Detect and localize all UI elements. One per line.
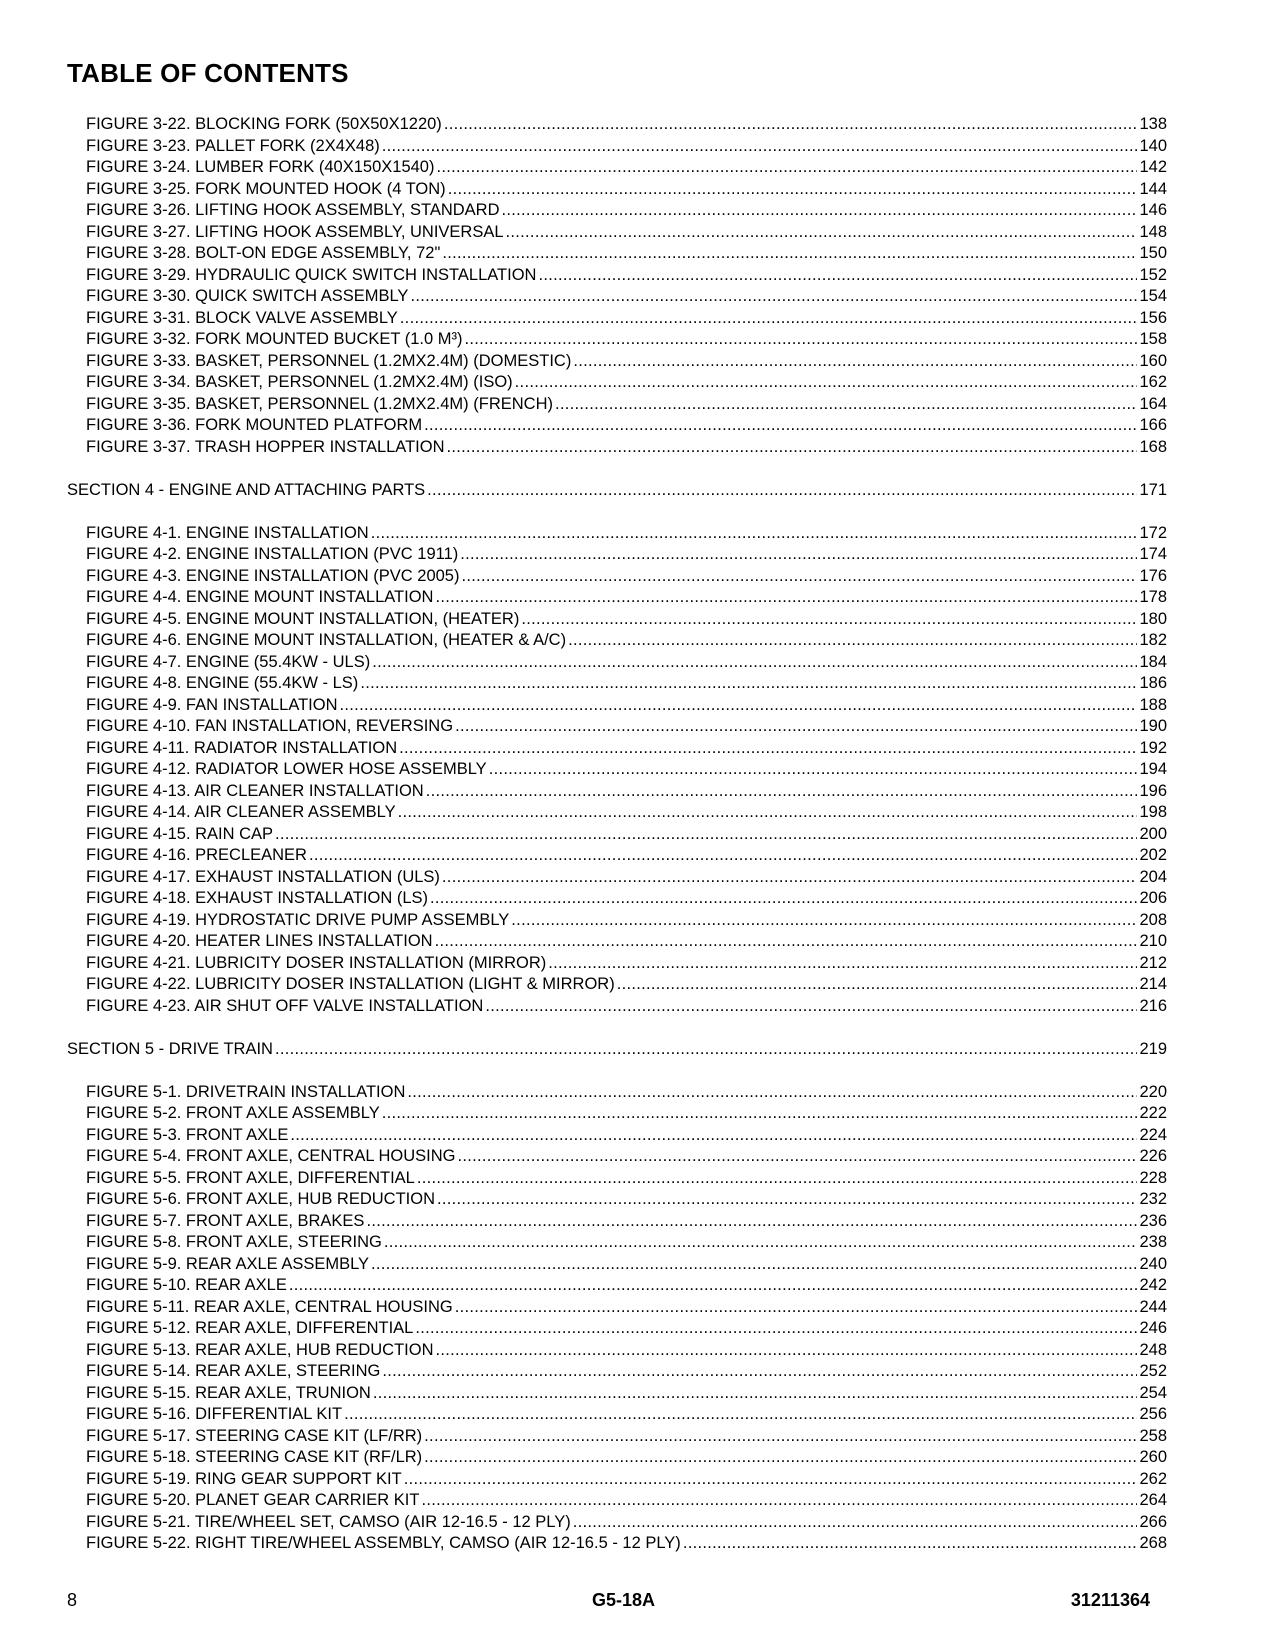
toc-entry-label: FIGURE 3-35. BASKET, PERSONNEL (1.2MX2.4M) (FRENCH) — [86, 394, 553, 413]
toc-figure-entry[interactable] — [67, 1469, 1167, 1491]
dot-leader — [447, 437, 1138, 459]
page-title: TABLE OF CONTENTS — [67, 58, 349, 88]
toc-figure-entry[interactable] — [67, 1383, 1167, 1405]
toc-entry-page: 144 — [1139, 179, 1167, 198]
toc-figure-entry[interactable] — [67, 1275, 1167, 1297]
toc-entry-label: FIGURE 5-8. FRONT AXLE, STEERING — [86, 1233, 382, 1251]
toc-figure-entry[interactable] — [67, 200, 1167, 222]
dot-leader — [382, 1361, 1137, 1383]
toc-entry-page: 152 — [1139, 265, 1167, 284]
toc-figure-entry[interactable] — [67, 437, 1167, 459]
toc-entry-page: 171 — [1139, 480, 1167, 499]
dot-leader — [511, 910, 1137, 932]
dot-leader — [373, 1383, 1138, 1405]
toc-entry-label: FIGURE 5-7. FRONT AXLE, BRAKES — [86, 1211, 365, 1230]
toc-entry-label: FIGURE 4-14. AIR CLEANER ASSEMBLY — [86, 803, 396, 821]
toc-entry-label: FIGURE 4-1. ENGINE INSTALLATION — [86, 523, 369, 542]
dot-leader — [538, 265, 1137, 287]
toc-entry-label: FIGURE 5-20. PLANET GEAR CARRIER KIT — [86, 1491, 420, 1509]
dot-leader — [555, 394, 1137, 416]
toc-figure-entry[interactable] — [67, 1318, 1167, 1340]
toc-entry-page: 266 — [1139, 1512, 1167, 1531]
toc-spacer — [67, 458, 1167, 480]
toc-entry-page: 232 — [1139, 1190, 1167, 1208]
dot-leader — [417, 1168, 1138, 1190]
toc-entry-label: FIGURE 4-11. RADIATOR INSTALLATION — [86, 738, 398, 757]
toc-figure-entry[interactable] — [67, 1490, 1167, 1512]
toc-entry-label: FIGURE 3-25. FORK MOUNTED HOOK (4 TON) — [86, 179, 446, 198]
dot-leader — [461, 566, 1137, 588]
toc-entry-page: 178 — [1139, 588, 1167, 606]
dot-leader — [421, 1490, 1137, 1512]
toc-entry-page: 168 — [1139, 437, 1167, 456]
toc-figure-entry[interactable] — [67, 1189, 1167, 1211]
toc-entry-label: FIGURE 3-37. TRASH HOPPER INSTALLATION — [86, 437, 445, 456]
dot-leader — [344, 1404, 1137, 1426]
toc-figure-entry[interactable] — [67, 329, 1167, 351]
toc-entry-label: SECTION 4 - ENGINE AND ATTACHING PARTS — [67, 480, 426, 499]
toc-entry-label: FIGURE 4-6. ENGINE MOUNT INSTALLATION, (HEATER & A/C) — [86, 631, 567, 649]
toc-figure-entry[interactable] — [67, 587, 1167, 609]
toc-figure-entry[interactable] — [67, 544, 1167, 566]
page-footer — [67, 1590, 1150, 1614]
dot-leader — [437, 1189, 1137, 1211]
toc-entry-page: 176 — [1139, 566, 1167, 585]
toc-figure-entry[interactable] — [67, 1340, 1167, 1362]
toc-entry-page: 198 — [1139, 803, 1167, 821]
toc-entry-page: 140 — [1139, 136, 1167, 155]
toc-entry-page: 222 — [1139, 1104, 1167, 1122]
toc-entry-page: 202 — [1139, 846, 1167, 864]
toc-entry-page: 192 — [1139, 738, 1167, 757]
toc-section-entry[interactable] — [67, 480, 1167, 502]
toc-entry-label: FIGURE 5-3. FRONT AXLE — [86, 1125, 289, 1144]
footer-model: G5-18A — [592, 1590, 656, 1610]
toc-entry-label: FIGURE 4-3. ENGINE INSTALLATION (PVC 2005) — [86, 566, 460, 585]
dot-leader — [455, 1297, 1138, 1319]
toc-entry-page: 200 — [1139, 824, 1167, 843]
toc-entry-page: 248 — [1139, 1340, 1167, 1359]
toc-entry-page: 224 — [1139, 1125, 1167, 1144]
toc-entry-label: FIGURE 4-5. ENGINE MOUNT INSTALLATION, (HEATER) — [86, 609, 520, 628]
toc-figure-entry[interactable] — [67, 1361, 1167, 1383]
dot-leader — [448, 179, 1138, 201]
toc-entry-label: FIGURE 5-15. REAR AXLE, TRUNION — [86, 1383, 371, 1402]
toc-figure-entry[interactable] — [67, 308, 1167, 330]
toc-figure-entry[interactable] — [67, 1232, 1167, 1254]
toc-entry-page: 220 — [1139, 1082, 1167, 1101]
dot-leader — [399, 738, 1137, 760]
toc-figure-entry[interactable] — [67, 802, 1167, 824]
dot-leader — [398, 802, 1138, 824]
dot-leader — [458, 1146, 1138, 1168]
dot-leader — [485, 996, 1137, 1018]
toc-figure-entry[interactable] — [67, 566, 1167, 588]
toc-entry-label: FIGURE 5-22. RIGHT TIRE/WHEEL ASSEMBLY, CAMSO (AIR 12-16.5 - 12 PLY) — [86, 1534, 681, 1552]
dot-leader — [442, 867, 1138, 889]
dot-leader — [340, 695, 1138, 717]
dot-leader — [372, 652, 1137, 674]
dot-leader — [521, 609, 1137, 631]
toc-entry-page: 148 — [1139, 222, 1167, 241]
toc-figure-entry[interactable] — [67, 1426, 1167, 1448]
toc-figure-entry[interactable] — [67, 1512, 1167, 1534]
toc-entry-page: 142 — [1139, 158, 1167, 176]
dot-leader — [309, 845, 1137, 867]
toc-entry-page: 264 — [1139, 1491, 1167, 1509]
toc-figure-entry[interactable] — [67, 824, 1167, 846]
toc-figure-entry[interactable] — [67, 286, 1167, 308]
toc-entry-page: 216 — [1139, 996, 1167, 1015]
toc-entry-page: 212 — [1139, 953, 1167, 972]
toc-entry-page: 238 — [1139, 1233, 1167, 1251]
dot-leader — [442, 243, 1137, 265]
toc-entry-label: FIGURE 5-14. REAR AXLE, STEERING — [86, 1362, 381, 1380]
dot-leader — [683, 1533, 1138, 1555]
toc-entry-label: FIGURE 3-29. HYDRAULIC QUICK SWITCH INSTALLATION — [86, 265, 537, 284]
toc-entry-label: FIGURE 4-15. RAIN CAP — [86, 824, 274, 843]
dot-leader — [290, 1125, 1137, 1147]
toc-entry-label: FIGURE 3-23. PALLET FORK (2X4X48) — [86, 136, 380, 155]
toc-figure-entry[interactable] — [67, 1168, 1167, 1190]
toc-list — [67, 114, 1167, 1555]
dot-leader — [460, 544, 1137, 566]
toc-figure-entry[interactable] — [67, 738, 1167, 760]
toc-entry-page: 186 — [1139, 674, 1167, 692]
toc-figure-entry[interactable] — [67, 888, 1167, 910]
dot-leader — [426, 781, 1138, 803]
toc-entry-label: FIGURE 4-2. ENGINE INSTALLATION (PVC 1911) — [86, 545, 459, 563]
toc-figure-entry[interactable] — [67, 372, 1167, 394]
toc-entry-page: 174 — [1139, 545, 1167, 563]
dot-leader — [410, 286, 1137, 308]
toc-figure-entry[interactable] — [67, 351, 1167, 373]
toc-entry-label: FIGURE 3-30. QUICK SWITCH ASSEMBLY — [86, 287, 409, 305]
dot-leader — [400, 308, 1138, 330]
toc-entry-label: FIGURE 5-1. DRIVETRAIN INSTALLATION — [86, 1082, 406, 1101]
toc-figure-entry[interactable] — [67, 1254, 1167, 1276]
toc-entry-label: FIGURE 4-13. AIR CLEANER INSTALLATION — [86, 781, 424, 800]
toc-entry-page: 210 — [1139, 932, 1167, 950]
toc-figure-entry[interactable] — [67, 1447, 1167, 1469]
dot-leader — [427, 480, 1137, 502]
toc-entry-label: FIGURE 3-34. BASKET, PERSONNEL (1.2MX2.4M) (ISO) — [86, 373, 513, 391]
toc-entry-page: 194 — [1139, 760, 1167, 778]
dot-leader — [617, 974, 1138, 996]
toc-figure-entry[interactable] — [67, 953, 1167, 975]
dot-leader — [366, 1211, 1137, 1233]
toc-entry-page: 246 — [1139, 1319, 1167, 1337]
toc-entry-label: FIGURE 5-19. RING GEAR SUPPORT KIT — [86, 1469, 402, 1488]
toc-entry-page: 228 — [1139, 1168, 1167, 1187]
toc-figure-entry[interactable] — [67, 781, 1167, 803]
toc-entry-label: FIGURE 5-4. FRONT AXLE, CENTRAL HOUSING — [86, 1147, 456, 1165]
toc-figure-entry[interactable] — [67, 136, 1167, 158]
dot-leader — [424, 1447, 1137, 1469]
dot-leader — [435, 587, 1137, 609]
toc-entry-page: 164 — [1139, 394, 1167, 413]
toc-figure-entry[interactable] — [67, 630, 1167, 652]
toc-entry-label: FIGURE 4-18. EXHAUST INSTALLATION (LS) — [86, 889, 428, 907]
toc-entry-label: FIGURE 5-17. STEERING CASE KIT (LF/RR) — [86, 1426, 423, 1445]
toc-figure-entry[interactable] — [67, 996, 1167, 1018]
toc-entry-label: FIGURE 4-9. FAN INSTALLATION — [86, 695, 338, 714]
dot-leader — [275, 1039, 1137, 1061]
toc-figure-entry[interactable] — [67, 867, 1167, 889]
toc-figure-entry[interactable] — [67, 1533, 1167, 1555]
toc-entry-page: 190 — [1139, 717, 1167, 735]
toc-entry-label: FIGURE 5-12. REAR AXLE, DIFFERENTIAL — [86, 1319, 414, 1337]
toc-entry-page: 260 — [1139, 1448, 1167, 1466]
toc-entry-page: 236 — [1139, 1211, 1167, 1230]
toc-entry-label: FIGURE 4-12. RADIATOR LOWER HOSE ASSEMBLY — [86, 760, 487, 778]
toc-entry-page: 150 — [1139, 244, 1167, 262]
toc-figure-entry[interactable] — [67, 910, 1167, 932]
toc-entry-page: 252 — [1139, 1362, 1167, 1380]
toc-entry-label: FIGURE 4-16. PRECLEANER — [86, 846, 307, 864]
dot-leader — [360, 673, 1137, 695]
toc-figure-entry[interactable] — [67, 845, 1167, 867]
toc-figure-entry[interactable] — [67, 1404, 1167, 1426]
toc-entry-label: FIGURE 5-5. FRONT AXLE, DIFFERENTIAL — [86, 1168, 415, 1187]
toc-entry-label: FIGURE 3-31. BLOCK VALVE ASSEMBLY — [86, 308, 398, 327]
dot-leader — [465, 329, 1138, 351]
dot-leader — [407, 1082, 1137, 1104]
toc-entry-label: FIGURE 3-22. BLOCKING FORK (50X50X1220) — [86, 115, 442, 133]
toc-entry-page: 219 — [1139, 1039, 1167, 1058]
footer-doc-number: 31211364 — [1070, 1590, 1150, 1610]
toc-figure-entry[interactable] — [67, 114, 1167, 136]
toc-figure-entry[interactable] — [67, 222, 1167, 244]
toc-entry-page: 206 — [1139, 889, 1167, 907]
dot-leader — [275, 824, 1137, 846]
dot-leader — [502, 200, 1138, 222]
toc-figure-entry[interactable] — [67, 1125, 1167, 1147]
toc-entry-page: 268 — [1139, 1534, 1167, 1552]
toc-figure-entry[interactable] — [67, 931, 1167, 953]
toc-entry-page: 158 — [1139, 330, 1167, 348]
toc-section-entry[interactable] — [67, 1039, 1167, 1061]
toc-entry-label: FIGURE 5-18. STEERING CASE KIT (RF/LR) — [86, 1448, 423, 1466]
toc-figure-entry[interactable] — [67, 673, 1167, 695]
toc-figure-entry[interactable] — [67, 695, 1167, 717]
toc-spacer — [67, 1060, 1167, 1082]
dot-leader — [289, 1275, 1138, 1297]
toc-entry-label: SECTION 5 - DRIVE TRAIN — [67, 1039, 273, 1058]
dot-leader — [573, 1512, 1138, 1534]
dot-leader — [436, 157, 1137, 179]
toc-entry-page: 160 — [1139, 351, 1167, 370]
toc-entry-page: 162 — [1139, 373, 1167, 391]
toc-entry-label: FIGURE 3-36. FORK MOUNTED PLATFORM — [86, 416, 423, 434]
toc-entry-label: FIGURE 5-9. REAR AXLE ASSEMBLY — [86, 1254, 370, 1273]
toc-entry-page: 242 — [1139, 1276, 1167, 1294]
toc-entry-label: FIGURE 5-13. REAR AXLE, HUB REDUCTION — [86, 1340, 434, 1359]
toc-entry-label: FIGURE 4-21. LUBRICITY DOSER INSTALLATION (MIRROR) — [86, 953, 547, 972]
toc-figure-entry[interactable] — [67, 609, 1167, 631]
toc-figure-entry[interactable] — [67, 265, 1167, 287]
dot-leader — [424, 1426, 1137, 1448]
toc-entry-label: FIGURE 4-20. HEATER LINES INSTALLATION — [86, 932, 433, 950]
toc-entry-page: 196 — [1139, 781, 1167, 800]
toc-entry-label: FIGURE 4-17. EXHAUST INSTALLATION (ULS) — [86, 867, 440, 886]
toc-entry-label: FIGURE 3-27. LIFTING HOOK ASSEMBLY, UNIVERSAL — [86, 222, 504, 241]
dot-leader — [435, 931, 1138, 953]
toc-figure-entry[interactable] — [67, 243, 1167, 265]
toc-entry-label: FIGURE 4-19. HYDROSTATIC DRIVE PUMP ASSEMBLY — [86, 910, 510, 929]
toc-entry-label: FIGURE 4-22. LUBRICITY DOSER INSTALLATION (LIGHT & MIRROR) — [86, 975, 615, 993]
toc-figure-entry[interactable] — [67, 652, 1167, 674]
dot-leader — [436, 1340, 1138, 1362]
toc-entry-label: FIGURE 3-24. LUMBER FORK (40X150X1540) — [86, 158, 435, 176]
toc-entry-page: 208 — [1139, 910, 1167, 929]
toc-entry-label: FIGURE 5-21. TIRE/WHEEL SET, CAMSO (AIR 12-16.5 - 12 PLY) — [86, 1512, 571, 1531]
dot-leader — [415, 1318, 1137, 1340]
toc-entry-label: FIGURE 3-33. BASKET, PERSONNEL (1.2MX2.4M) (DOMESTIC) — [86, 351, 572, 370]
toc-entry-label: FIGURE 5-11. REAR AXLE, CENTRAL HOUSING — [86, 1297, 453, 1316]
dot-leader — [384, 1232, 1138, 1254]
toc-entry-label: FIGURE 3-28. BOLT-ON EDGE ASSEMBLY, 72" — [86, 244, 441, 262]
dot-leader — [568, 630, 1137, 652]
toc-entry-label: FIGURE 4-7. ENGINE (55.4KW - ULS) — [86, 652, 371, 671]
dot-leader — [489, 759, 1138, 781]
toc-entry-page: 154 — [1139, 287, 1167, 305]
dot-leader — [371, 523, 1138, 545]
toc-entry-label: FIGURE 4-10. FAN INSTALLATION, REVERSING — [86, 717, 454, 735]
toc-figure-entry[interactable] — [67, 415, 1167, 437]
dot-leader — [573, 351, 1137, 373]
toc-entry-page: 138 — [1139, 115, 1167, 133]
toc-entry-page: 172 — [1139, 523, 1167, 542]
dot-leader — [430, 888, 1137, 910]
toc-figure-entry[interactable] — [67, 1146, 1167, 1168]
toc-figure-entry[interactable] — [67, 1082, 1167, 1104]
toc-entry-page: 240 — [1139, 1254, 1167, 1273]
dot-leader — [515, 372, 1138, 394]
dot-leader — [444, 114, 1138, 136]
toc-entry-page: 166 — [1139, 416, 1167, 434]
toc-entry-label: FIGURE 3-26. LIFTING HOOK ASSEMBLY, STANDARD — [86, 201, 500, 219]
toc-figure-entry[interactable] — [67, 1297, 1167, 1319]
toc-entry-label: FIGURE 4-8. ENGINE (55.4KW - LS) — [86, 674, 359, 692]
toc-figure-entry[interactable] — [67, 394, 1167, 416]
toc-figure-entry[interactable] — [67, 523, 1167, 545]
toc-figure-entry[interactable] — [67, 974, 1167, 996]
toc-entry-page: 254 — [1139, 1383, 1167, 1402]
dot-leader — [455, 716, 1137, 738]
toc-entry-label: FIGURE 5-2. FRONT AXLE ASSEMBLY — [86, 1104, 380, 1122]
toc-entry-page: 256 — [1139, 1405, 1167, 1423]
dot-leader — [548, 953, 1137, 975]
dot-leader — [382, 136, 1138, 158]
toc-entry-label: FIGURE 5-16. DIFFERENTIAL KIT — [86, 1405, 343, 1423]
dot-leader — [506, 222, 1138, 244]
toc-entry-page: 146 — [1139, 201, 1167, 219]
toc-entry-page: 180 — [1139, 609, 1167, 628]
toc-entry-label: FIGURE 4-23. AIR SHUT OFF VALVE INSTALLATION — [86, 996, 484, 1015]
toc-entry-label: FIGURE 5-10. REAR AXLE — [86, 1276, 287, 1294]
toc-entry-page: 188 — [1139, 695, 1167, 714]
toc-entry-label: FIGURE 4-4. ENGINE MOUNT INSTALLATION — [86, 588, 434, 606]
dot-leader — [371, 1254, 1137, 1276]
toc-entry-page: 226 — [1139, 1147, 1167, 1165]
toc-entry-page: 244 — [1139, 1297, 1167, 1316]
toc-entry-page: 214 — [1139, 975, 1167, 993]
toc-figure-entry[interactable] — [67, 1211, 1167, 1233]
dot-leader — [404, 1469, 1138, 1491]
toc-figure-entry[interactable] — [67, 759, 1167, 781]
dot-leader — [382, 1103, 1138, 1125]
toc-figure-entry[interactable] — [67, 716, 1167, 738]
toc-entry-label: FIGURE 3-32. FORK MOUNTED BUCKET (1.0 M³) — [86, 330, 463, 348]
toc-entry-page: 182 — [1139, 631, 1167, 649]
dot-leader — [424, 415, 1137, 437]
toc-spacer — [67, 501, 1167, 523]
toc-figure-entry[interactable] — [67, 179, 1167, 201]
toc-entry-page: 156 — [1139, 308, 1167, 327]
footer-page-number: 8 — [67, 1590, 78, 1610]
toc-figure-entry[interactable] — [67, 157, 1167, 179]
toc-entry-page: 262 — [1139, 1469, 1167, 1488]
toc-entry-label: FIGURE 5-6. FRONT AXLE, HUB REDUCTION — [86, 1190, 435, 1208]
toc-entry-page: 204 — [1139, 867, 1167, 886]
toc-entry-page: 258 — [1139, 1426, 1167, 1445]
toc-entry-page: 184 — [1139, 652, 1167, 671]
toc-spacer — [67, 1017, 1167, 1039]
toc-figure-entry[interactable] — [67, 1103, 1167, 1125]
